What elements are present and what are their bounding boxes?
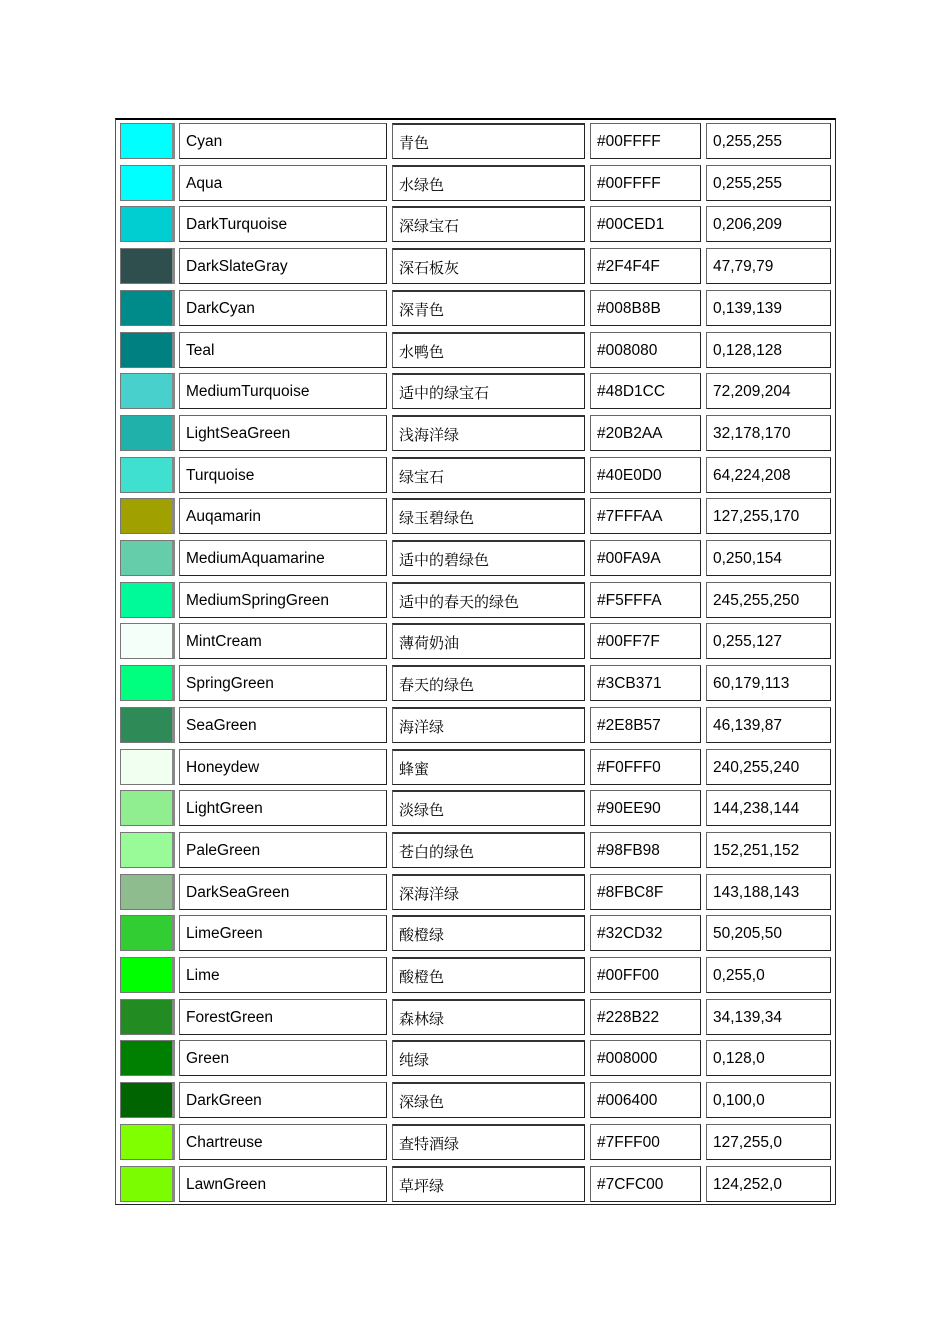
english-name-cell: Honeydew: [179, 749, 387, 785]
hex-code-cell: #006400: [590, 1082, 701, 1118]
table-row: [116, 454, 835, 496]
english-name-cell: Auqamarin: [179, 498, 387, 534]
hex-code-cell: #48D1CC: [590, 373, 701, 409]
color-swatch: [120, 790, 175, 826]
table-row: [116, 912, 835, 954]
english-name-cell: DarkCyan: [179, 290, 387, 326]
table-row: [116, 1163, 835, 1205]
chinese-name-cell: 深石板灰: [392, 248, 585, 284]
hex-code-cell: #2E8B57: [590, 707, 701, 743]
table-row: [116, 996, 835, 1038]
rgb-value-cell: 240,255,240: [706, 749, 831, 785]
english-name-cell: LightSeaGreen: [179, 415, 387, 451]
rgb-value-cell: 127,255,170: [706, 498, 831, 534]
hex-code-cell: #008000: [590, 1040, 701, 1076]
english-name-cell: SeaGreen: [179, 707, 387, 743]
color-swatch: [120, 290, 175, 326]
hex-code-cell: #2F4F4F: [590, 248, 701, 284]
rgb-value-cell: 34,139,34: [706, 999, 831, 1035]
hex-code-cell: #008080: [590, 332, 701, 368]
chinese-name-cell: 酸橙色: [392, 957, 585, 993]
color-swatch: [120, 915, 175, 951]
hex-code-cell: #7CFC00: [590, 1166, 701, 1202]
chinese-name-cell: 绿玉碧绿色: [392, 498, 585, 534]
english-name-cell: DarkSlateGray: [179, 248, 387, 284]
english-name-cell: Chartreuse: [179, 1124, 387, 1160]
rgb-value-cell: 127,255,0: [706, 1124, 831, 1160]
rgb-value-cell: 0,255,0: [706, 957, 831, 993]
chinese-name-cell: 深绿色: [392, 1082, 585, 1118]
english-name-cell: DarkTurquoise: [179, 206, 387, 242]
table-row: [116, 871, 835, 913]
chinese-name-cell: 蜂蜜: [392, 749, 585, 785]
chinese-name-cell: 薄荷奶油: [392, 623, 585, 659]
hex-code-cell: #20B2AA: [590, 415, 701, 451]
rgb-value-cell: 245,255,250: [706, 582, 831, 618]
chinese-name-cell: 森林绿: [392, 999, 585, 1035]
rgb-value-cell: 0,255,255: [706, 123, 831, 159]
table-row: [116, 620, 835, 662]
english-name-cell: MediumTurquoise: [179, 373, 387, 409]
rgb-value-cell: 60,179,113: [706, 665, 831, 701]
table-row: [116, 954, 835, 996]
color-swatch: [120, 498, 175, 534]
rgb-value-cell: 0,206,209: [706, 206, 831, 242]
hex-code-cell: #008B8B: [590, 290, 701, 326]
rgb-value-cell: 0,255,127: [706, 623, 831, 659]
chinese-name-cell: 苍白的绿色: [392, 832, 585, 868]
color-swatch: [120, 1124, 175, 1160]
color-swatch: [120, 206, 175, 242]
hex-code-cell: #7FFF00: [590, 1124, 701, 1160]
hex-code-cell: #228B22: [590, 999, 701, 1035]
chinese-name-cell: 查特酒绿: [392, 1124, 585, 1160]
color-swatch: [120, 332, 175, 368]
table-row: [116, 495, 835, 537]
color-table: [115, 118, 836, 1205]
english-name-cell: LimeGreen: [179, 915, 387, 951]
hex-code-cell: #00FF7F: [590, 623, 701, 659]
rgb-value-cell: 47,79,79: [706, 248, 831, 284]
rgb-value-cell: 50,205,50: [706, 915, 831, 951]
hex-code-cell: #32CD32: [590, 915, 701, 951]
hex-code-cell: #40E0D0: [590, 457, 701, 493]
table-row: [116, 579, 835, 621]
color-swatch: [120, 749, 175, 785]
color-swatch: [120, 623, 175, 659]
chinese-name-cell: 深青色: [392, 290, 585, 326]
table-row: [116, 704, 835, 746]
rgb-value-cell: 152,251,152: [706, 832, 831, 868]
table-row: [116, 412, 835, 454]
chinese-name-cell: 深海洋绿: [392, 874, 585, 910]
color-swatch: [120, 957, 175, 993]
chinese-name-cell: 适中的春天的绿色: [392, 582, 585, 618]
color-swatch: [120, 123, 175, 159]
table-row: [116, 370, 835, 412]
chinese-name-cell: 绿宝石: [392, 457, 585, 493]
color-swatch: [120, 665, 175, 701]
rgb-value-cell: 144,238,144: [706, 790, 831, 826]
chinese-name-cell: 草坪绿: [392, 1166, 585, 1202]
color-swatch: [120, 540, 175, 576]
color-swatch: [120, 707, 175, 743]
rgb-value-cell: 124,252,0: [706, 1166, 831, 1202]
rgb-value-cell: 0,139,139: [706, 290, 831, 326]
english-name-cell: SpringGreen: [179, 665, 387, 701]
chinese-name-cell: 浅海洋绿: [392, 415, 585, 451]
english-name-cell: DarkSeaGreen: [179, 874, 387, 910]
english-name-cell: Lime: [179, 957, 387, 993]
chinese-name-cell: 水鸭色: [392, 332, 585, 368]
color-swatch: [120, 1166, 175, 1202]
hex-code-cell: #98FB98: [590, 832, 701, 868]
color-swatch: [120, 248, 175, 284]
chinese-name-cell: 淡绿色: [392, 790, 585, 826]
english-name-cell: Aqua: [179, 165, 387, 201]
rgb-value-cell: 0,100,0: [706, 1082, 831, 1118]
hex-code-cell: #7FFFAA: [590, 498, 701, 534]
english-name-cell: ForestGreen: [179, 999, 387, 1035]
hex-code-cell: #90EE90: [590, 790, 701, 826]
color-swatch: [120, 874, 175, 910]
table-row: [116, 787, 835, 829]
table-row: [116, 662, 835, 704]
chinese-name-cell: 酸橙绿: [392, 915, 585, 951]
english-name-cell: MediumAquamarine: [179, 540, 387, 576]
english-name-cell: DarkGreen: [179, 1082, 387, 1118]
table-row: [116, 1079, 835, 1121]
color-swatch: [120, 1082, 175, 1118]
rgb-value-cell: 46,139,87: [706, 707, 831, 743]
hex-code-cell: #00FFFF: [590, 165, 701, 201]
table-row: [116, 1037, 835, 1079]
english-name-cell: Green: [179, 1040, 387, 1076]
english-name-cell: LightGreen: [179, 790, 387, 826]
table-row: [116, 245, 835, 287]
hex-code-cell: #00FFFF: [590, 123, 701, 159]
rgb-value-cell: 64,224,208: [706, 457, 831, 493]
chinese-name-cell: 青色: [392, 123, 585, 159]
chinese-name-cell: 海洋绿: [392, 707, 585, 743]
color-swatch: [120, 999, 175, 1035]
hex-code-cell: #F5FFFA: [590, 582, 701, 618]
chinese-name-cell: 纯绿: [392, 1040, 585, 1076]
table-row: [116, 120, 835, 162]
hex-code-cell: #8FBC8F: [590, 874, 701, 910]
chinese-name-cell: 适中的绿宝石: [392, 373, 585, 409]
chinese-name-cell: 春天的绿色: [392, 665, 585, 701]
color-swatch: [120, 457, 175, 493]
chinese-name-cell: 水绿色: [392, 165, 585, 201]
rgb-value-cell: 0,128,0: [706, 1040, 831, 1076]
hex-code-cell: #00FA9A: [590, 540, 701, 576]
english-name-cell: MintCream: [179, 623, 387, 659]
rgb-value-cell: 0,128,128: [706, 332, 831, 368]
rgb-value-cell: 72,209,204: [706, 373, 831, 409]
color-swatch: [120, 165, 175, 201]
color-swatch: [120, 582, 175, 618]
table-row: [116, 829, 835, 871]
table-row: [116, 537, 835, 579]
color-swatch: [120, 1040, 175, 1076]
table-row: [116, 162, 835, 204]
color-swatch: [120, 832, 175, 868]
english-name-cell: MediumSpringGreen: [179, 582, 387, 618]
rgb-value-cell: 0,255,255: [706, 165, 831, 201]
english-name-cell: Cyan: [179, 123, 387, 159]
english-name-cell: Turquoise: [179, 457, 387, 493]
rgb-value-cell: 0,250,154: [706, 540, 831, 576]
hex-code-cell: #3CB371: [590, 665, 701, 701]
rgb-value-cell: 32,178,170: [706, 415, 831, 451]
table-row: [116, 746, 835, 788]
table-row: [116, 1121, 835, 1163]
hex-code-cell: #00CED1: [590, 206, 701, 242]
table-row: [116, 203, 835, 245]
hex-code-cell: #00FF00: [590, 957, 701, 993]
english-name-cell: Teal: [179, 332, 387, 368]
hex-code-cell: #F0FFF0: [590, 749, 701, 785]
english-name-cell: LawnGreen: [179, 1166, 387, 1202]
table-row: [116, 287, 835, 329]
chinese-name-cell: 适中的碧绿色: [392, 540, 585, 576]
color-swatch: [120, 373, 175, 409]
chinese-name-cell: 深绿宝石: [392, 206, 585, 242]
table-row: [116, 329, 835, 371]
color-swatch: [120, 415, 175, 451]
rgb-value-cell: 143,188,143: [706, 874, 831, 910]
english-name-cell: PaleGreen: [179, 832, 387, 868]
